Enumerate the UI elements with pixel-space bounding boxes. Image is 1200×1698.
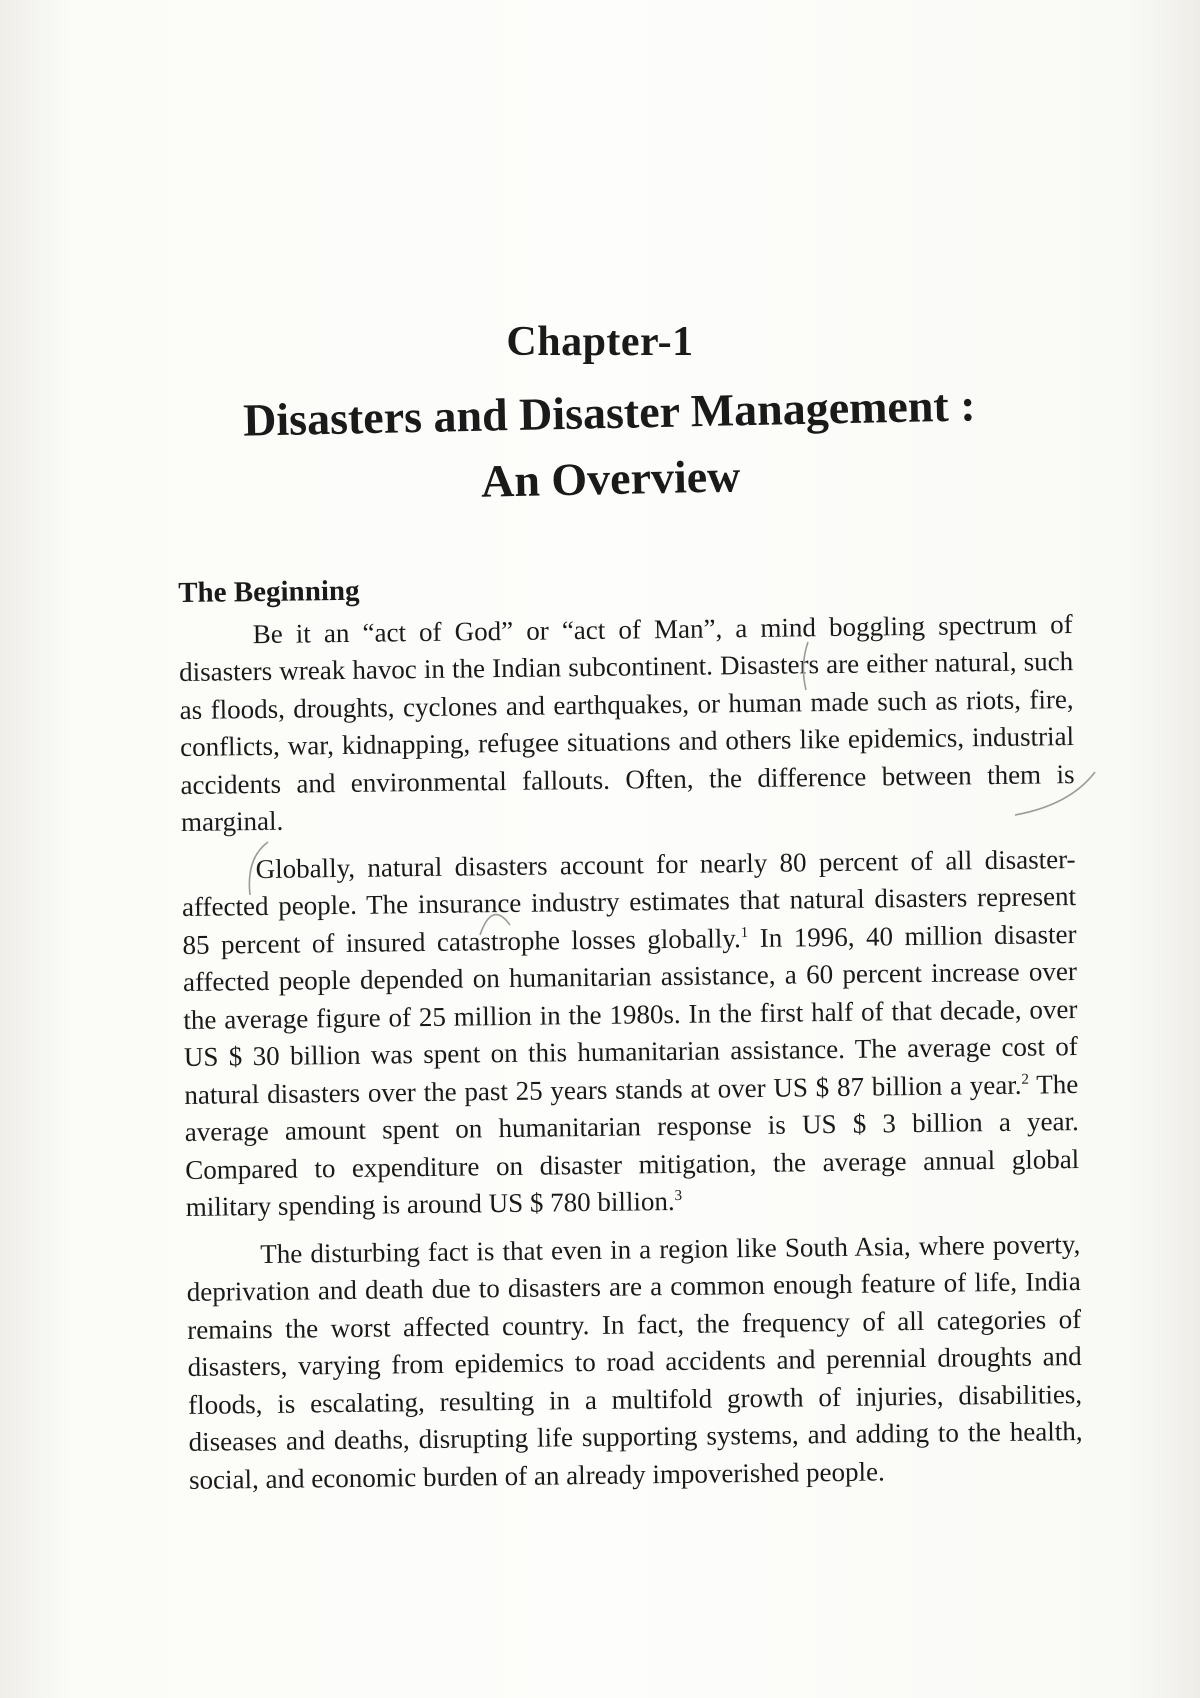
paragraph-1: Be it an “act of God” or “act of Man”, a mind boggling spectrum of disasters wreak havoc in the Indian subcontinent. Disasters are either natural, such as floods, droughts, cyclones and earthquakes, or human made such as riots, fire, conflicts, war, kidnapping, refugee situations and others like epidemics, industrial accidents and environmental fallouts. Often, the difference between them is marginal. xyxy=(179,608,1075,837)
paragraph-3: The disturbing fact is that even in a region like South Asia, where poverty, deprivation and death due to disasters are a common enough feature of life, India remains the worst affected country. In fact, the frequency of all categories of disasters, varying from epidemics to road accidents and perennial droughts and floods, is escalating, resulting in a multifold growth of injuries, disabilities, diseases and deaths, disrupting life supporting systems, and adding to the health, social, and economic burden of an already impoverished people. xyxy=(186,1228,1083,1495)
paragraph-2 xyxy=(181,841,1080,1227)
paragraph-2-part-c: The average amount spent on humanitarian response is US $ 3 billion a year. Compared to expenditure on disaster mitigation, the average annual global military spending is around US $ 780 billion. xyxy=(184,1068,1080,1222)
paragraph-2-part-b: In 1996, 40 million disaster affected people depended on humanitarian assistance, a 60 percent increase over the average figure of 25 million in the 1980s. In the first half of that decade, over US $ 30 billion was spent on this humanitarian assistance. The average cost of natural disasters over the past 25 years stands at over US $ 87 billion a year. xyxy=(182,918,1079,1110)
footnote-ref-1: 1 xyxy=(740,924,749,941)
section-heading: The Beginning xyxy=(178,574,360,609)
chapter-title-line2: An Overview xyxy=(480,450,741,507)
chapter-title xyxy=(149,370,1072,521)
footnote-ref-2: 2 xyxy=(1021,1071,1030,1088)
footnote-ref-3: 3 xyxy=(674,1187,683,1204)
paragraph-2-part-a: Globally, natural disasters account for nearly 80 percent of all disaster-affected people. The insurance industry estimates that natural disasters represent 85 percent of insured catastrophe losses globally. xyxy=(181,843,1077,960)
body-text xyxy=(178,564,1083,1509)
chapter-title-line1: Disasters and Disaster Management : xyxy=(242,379,977,446)
chapter-label: Chapter-1 xyxy=(506,319,694,365)
